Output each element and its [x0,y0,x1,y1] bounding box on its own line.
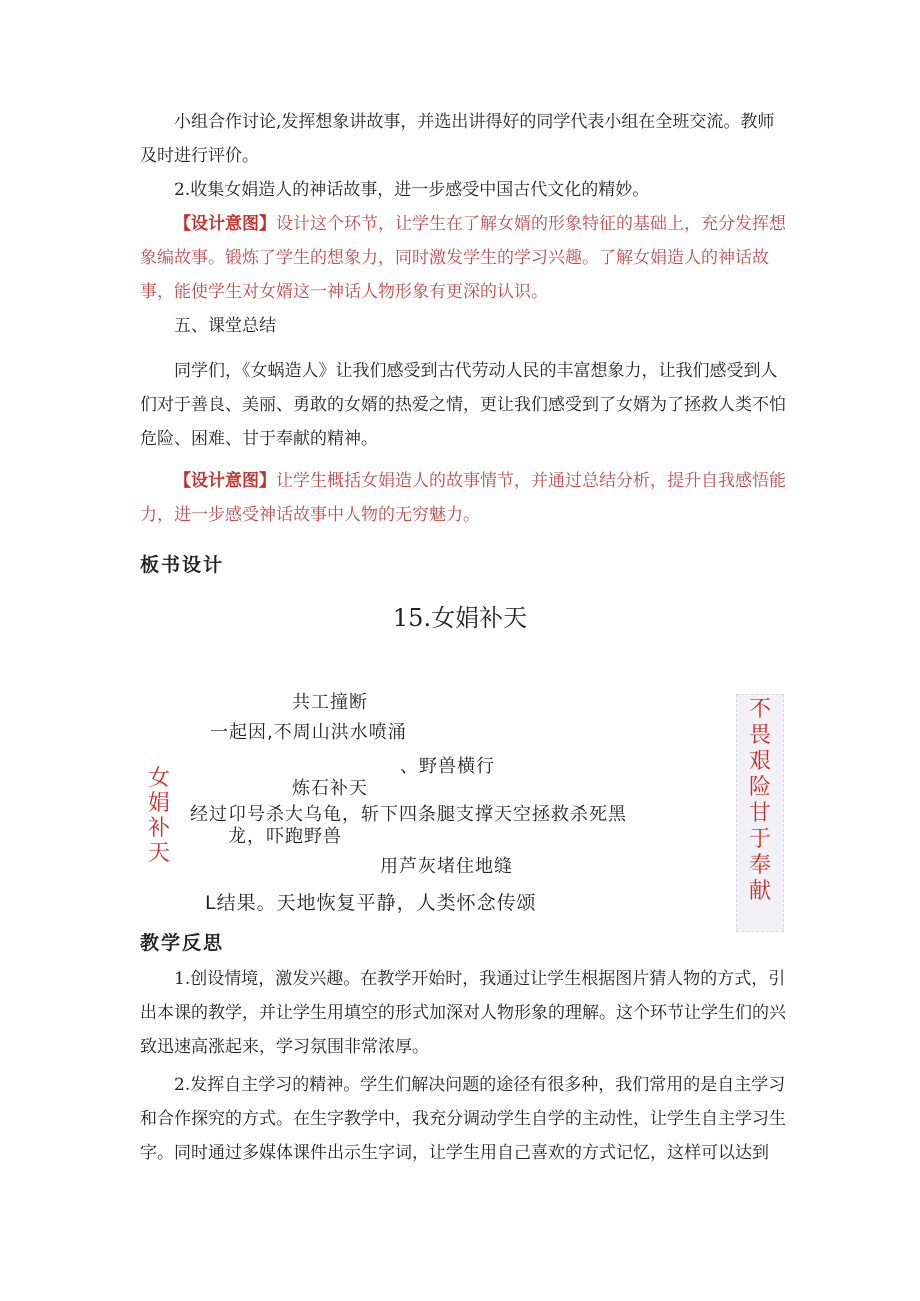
paragraph-collect-stories: 2.收集女娟造人的神话故事，进一步感受中国古代文化的精妙。 [174,180,650,200]
design-intent-text: 让学生概括女娟造人的故事情节，并通过总结分析，提升自我感悟能力，进一步感受神话故事中人物的无穷魅力。 [140,471,786,525]
board-left-char: 补 [147,816,170,841]
board-line-process-d: 用芦灰堵住地缝 [380,856,513,877]
board-line-process-b: 经过卬号杀大乌龟，斩下四条腿支撑天空拯救杀死黑 [190,804,627,825]
board-right-char: 甘 [748,801,771,826]
board-left-label [146,766,172,866]
board-line-process-a: 炼石补天 [292,778,368,799]
board-right-char: 奉 [748,853,771,878]
paragraph-group-discussion: 小组合作讨论,发挥想象讲故事，并选出讲得好的同学代表小组在全班交流。教师及时进行评价。 [140,112,775,166]
reflection-item-1: 1.创设情境，激发兴趣。在教学开始时，我通过让学生根据图片猜人物的方式，引出本课的教学，并让学生用填空的形式加深对人物形象的理解。这个环节让学生们的兴致迅速高涨起来，学习氛围非常浓厚。 [140,969,786,1057]
board-line-cause-a: 共工撞断 [292,692,368,713]
board-right-char: 艰 [748,749,771,774]
paragraph-summary: 同学们，《女蜗造人》让我们感受到古代劳动人民的丰富想象力，让我们感受到人们对于善良、美丽、勇敢的女婿的热爱之情，更让我们感受到了女婿为了拯救人类不怕危险、困难、甘于奉献的精神。 [140,361,786,449]
design-intent-tag: 【设计意图】 [174,214,276,234]
board-right-char: 于 [748,827,771,852]
board-line-result: L结果。天地恢复平静，人类怀念传颂 [205,892,537,914]
board-line-cause-c: 、野兽横行 [400,756,495,777]
section-heading-summary: 五、课堂总结 [174,316,276,336]
design-intent-tag: 【设计意图】 [174,471,276,491]
board-left-char: 天 [147,841,170,866]
board-design-heading: 板书设计 [140,554,225,576]
design-intent-text: 设计这个环节，让学生在了解女婿的形象特征的基础上，充分发挥想象编故事。锻炼了学生的想象力，同时激发学生的学习兴趣。了解女娟造人的神话故事，能使学生对女婿这一神话人物形象有更深的认识。 [140,214,786,302]
board-title: 15.女娟补天 [392,604,528,632]
board-right-char: 不 [748,697,771,722]
board-line-cause-b: 一起因,不周山洪水喷涌 [210,722,407,743]
reflection-item-2: 2.发挥自主学习的精神。学生们解决问题的途径有很多种，我们常用的是自主学习和合作探究的方式。在生字教学中，我充分调动学生自学的主动性，让学生自主学习生字。同时通过多媒体课件出示生字词，让学生用自己喜欢的方式记忆，这样可以达到 [140,1075,786,1163]
board-right-char: 畏 [748,723,771,748]
board-right-char: 献 [748,879,771,904]
board-right-label [736,694,784,932]
board-line-process-c: 龙，吓跑野兽 [228,826,342,847]
board-left-char: 娟 [147,791,170,816]
board-right-char: 险 [748,775,771,800]
reflection-heading: 教学反思 [140,932,225,954]
board-left-char: 女 [147,766,170,791]
design-intent-2 [140,464,790,532]
design-intent-1 [140,207,790,309]
